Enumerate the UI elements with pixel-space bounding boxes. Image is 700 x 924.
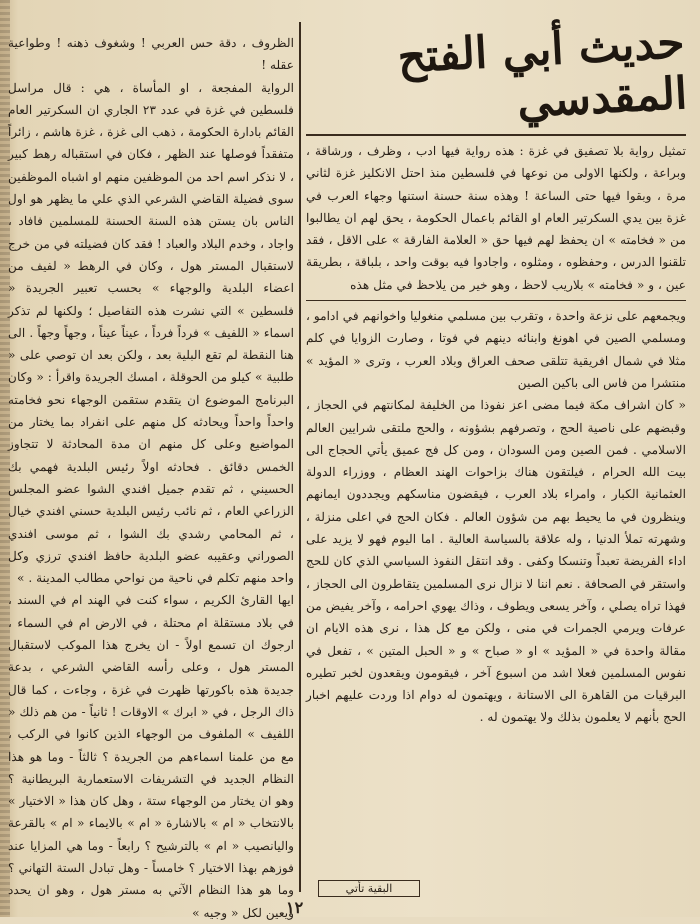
left-column [8,32,294,920]
section-divider [306,300,686,301]
article-header [306,17,689,136]
paragraph-tragedy: الرواية المفجعة ، او المأساة ، هي : قال مراسل فلسطين في غزة في عدد ٢٣ الجاري ان السكرتير العام القائم بادارة الحكومة ، ذهب الى غزة ، غزة هاشم ، زائراً متفقداً فوصلها عند الظهر ، فكان في استقباله رهط كبير ، لا نذكر اسم احد من الموظفين منهم او اشباه الموظفين سوى فضيلة القاضي الشرعي الذي علي ما يظهر هو اول الناس بان يستن هذه السنة الحسنة للمسلمين فافاد ، واجاد ، وخدم البلاد والعباد ! فقد كان فضيلته في من خرج لاستقبال المستر هول ، وكان في الرهط « لفيف من اعضاء البلدية والوجهاء » بحسب تعبير الجريدة « فلسطين » التي نشرت هذه التفاصيل ؛ ولكنها لم تذكر اسماء « اللفيف » فرداً فرداً ، عيناً عيناً ، وجهاً وجهاً . الى هنا النقطة لم تقع البلية بعد ، ولكن بعد ان توصي على « طلبية » كيلو من الحوقلة ، امسك الجريدة واقرأ : « وكان البرنامج الموضوع ان يتقدم ستقمن الوجهاء نحو فخامته واحداً واحداً ويحادثه كل منهم على انفراد بما يختار من المواضيع وعلى كل منهم ان مدة المحادثة لا تتجاوز الخمس دقائق . فحادثه اولاً رئيس البلدية فهمي بك الحسيني ، ثم تقدم جميل افندي الشوا عضو المجلس الزراعي العام ، ثم نائب رئيس البلدية حسني افندي خيال ، ثم المحامي رشدي بك الشوا ، ثم موسى افندي الصوراني وعقيبه عضو البلدية حافظ افندي ترزي وكل واحد منهم تكلم في ناحية من نواحي مطالب المدينة . » [8,80,294,586]
paragraph-hajj: « كان اشراف مكة فيما مضى اعز نفوذا من الخليفة لمكانتهم في الحجاز ، وقبضهم على ناصية الحج ، وتصرفهم بشؤونه ، والحج ملتقى شرايين العالم الاسلامي . فمن الصين ومن السودان ، ومن كل فج عميق يأتي الحجاج الى بيت الله الحرام ، فيلتقون هناك بزاحوات الهند العظام ، ووزراء الدولة العثمانية الكبار ، وامراء بلاد العرب ، فيقضون مناسكهم ويجددون ايمانهم وينظرون في ما يحيط بهم من شؤون العالم . فكان الحج في اعلى منزلة ، وشهرته تملأ الدنيا ، وله علاقة بالسياسة العالية . اما اليوم فهو لا يزيد على اداء الفريضة تعبداً وتنسكا وكفى . وقد انتقل النفوذ السياسي الذي كان للحج واستقر في الصحافة . نعم اننا لا نزال نرى المسلمين يتقاطرون الى الحجاز ، فهذا تراه يصلي ، وآخر يسعى ويطوف ، وذاك يهوي احرامه ، وآخر يفيض من عرفات ويرمي الجمرات في منى ، ولكن مع كل هذا ، نرى هذه الايام ان مقالة واحدة في « المؤيد » او « صباح » و « الحبل المتين » ، تفعل في نفوس المسلمين فعلا اشد من اسبوع آخر ، فيقومون ويقعدون لخبر تطيره البرقيات من القاهرة الى الاستانة ، ويهتمون له دوام اذا وردت عليهم اخبار الحج بأنهم لا يعلمون بذلك ولا يهتمون له . [306,398,686,725]
right-column [306,140,686,884]
article-title: حديث أبي الفتح المقدسي [396,17,689,128]
paragraph-intro: تمثيل رواية بلا تصفيق في غزة : هذه رواية فيها ادب ، وظرف ، ورشاقة ، وبراعة ، ولكنها الاولى من نوعها في فلسطين منذ احتل الانكليز غزة لثاني مرة ، وبقوا فيها حتى الساعة ! وهذه سنة حسنة استنها وجهاء العرب في غزة بين يدي السكرتير العام او القائم باعمال الحكومة ، يحق لهم ان يطالبوا من « فخامته » ان يحفظ لهم فيها حق « العلامة الفارقة » على الاقل ، فقد تلقنوا الدرس ، وحفظوه ، ومثلوه ، واجادوا فيه بوقت واحد ، بلباقة ، بطريقة عين ، و « فخامته » بلاريب لاحظ ، وهو خير من يلاحظ في مثل هذه [306,144,686,292]
continued-note: البقية تأتي [318,880,420,897]
paragraph-circumstances: الظروف ، دقة حس العربي ! وشغوف ذهنه ! وطواعية عقله ! [8,36,294,73]
paragraph-press: ويجمعهم على نزعة واحدة ، وتقرب بين مسلمي منغوليا واخوانهم في ادامو ، ومسلمي الصين في اهونغ وابنائه دينهم في فوتا ، وصارت الزوايا في كلم مثلا في شمال افريقية تتلقى صحف العراق وبلاد العرب ، وترى « المؤيد » منتشرا من فاس الى باكين الصين [306,309,686,390]
paragraph-reader: ايها القارئ الكريم ، سواء كنت في الهند ام في السند ، في بلاد مستقلة ام محتلة ، في الارض ام في السماء ، ارجوك ان تسمع اولاً - ان يخرج هذا الموكب لاستقبال المستر هول ، وعلى رأسه القاضي الشرعي ، بدعة جديدة هذه باكورتها ظهرت في غزة ، وجاءت ، كما قال ذاك الرجل ، في « ابرك » الاوقات ! ثانياً - من هم ذلك « اللفيف » الملفوف من الوجهاء الذين كانوا في الركب ، مع من علمنا اسماءهم من الجريدة ؟ ثالثاً - وما هو هذا النظام الجديد في التشريفات الاستعمارية البريطانية ؟ وهو ان يختار من الوجهاء ستة ، وهل كان هذا « الاختيار » بالانتخاب « ام » بالاشارة « ام » بالايماء « ام » بالقرعة واليانصيب « ام » بالترشيح ؟ رابعاً - وما هي المزايا عند فوزهم بهذا الاختيار ؟ خامساً - وهل تبادل الستة التهاني ؟ وما هو هذا النظام الآتي به مستر هول ، وهو ان يحدد ويعين لكل « وجيه » [8,593,294,920]
column-divider [299,22,301,892]
page-number: ١٢ [286,898,304,917]
